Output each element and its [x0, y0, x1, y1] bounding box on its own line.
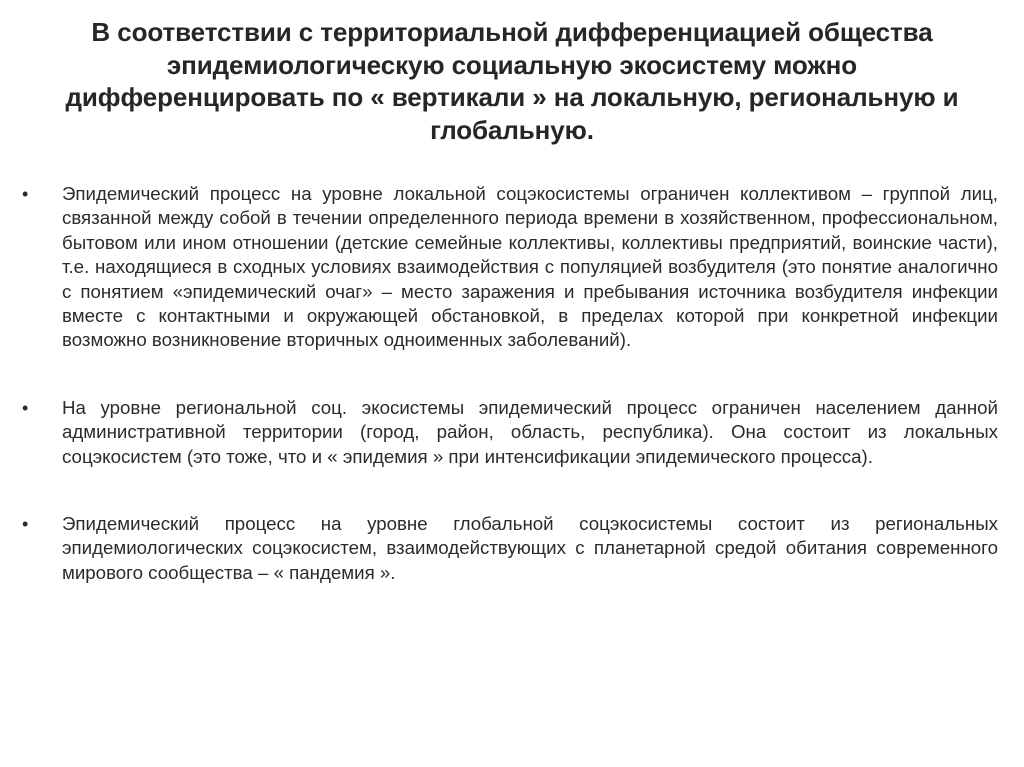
bullet-item-global [22, 512, 998, 585]
bullet-item-regional [22, 396, 998, 469]
bullet-text: На уровне региональной соц. экосистемы эпидемический процесс ограничен населением данной административной территории (город, район, область, республика). Она состоит из локальных соцэкосистем (это тоже, что и « эпидемия » при интенсификации эпидемического процесса). [62, 396, 998, 467]
bullet-item-local [22, 182, 998, 353]
bullet-text: Эпидемический процесс на уровне локальной соцэкосистемы ограничен коллективом – группой лиц, связанной между собой в течении определенного периода времени в хозяйственном, профессиональном, бытовом или ином отношении (детские семейные коллективы, коллективы предприятий, воинские части), т.е. находящиеся в сходных условиях взаимодействия с популяцией возбудителя (это понятие аналогично с понятием «эпидемический очаг» – место заражения и пребывания источника возбудителя инфекции вместе с контактными и окружающей обстановкой, в пределах которой при конкретной инфекции возможно возникновение вторичных одноименных заболеваний). [62, 183, 998, 351]
bullet-text: Эпидемический процесс на уровне глобальной соцэкосистемы состоит из региональных эпидемиологических соцэкосистем, взаимодействующих с планетарной средой обитания современного мирового сообщества – « пандемия ». [62, 513, 998, 583]
bullet-dot-icon: • [22, 397, 29, 418]
bullet-dot-icon: • [22, 184, 29, 204]
bullet-list [22, 182, 998, 585]
bullet-dot-icon: • [22, 514, 29, 535]
slide-title: В соответствии с территориальной дифференциацией общества эпидемиологическую социальную экосистему можно дифференцировать по « вертикали » на локальную, региональную и глобальную. [65, 17, 959, 145]
